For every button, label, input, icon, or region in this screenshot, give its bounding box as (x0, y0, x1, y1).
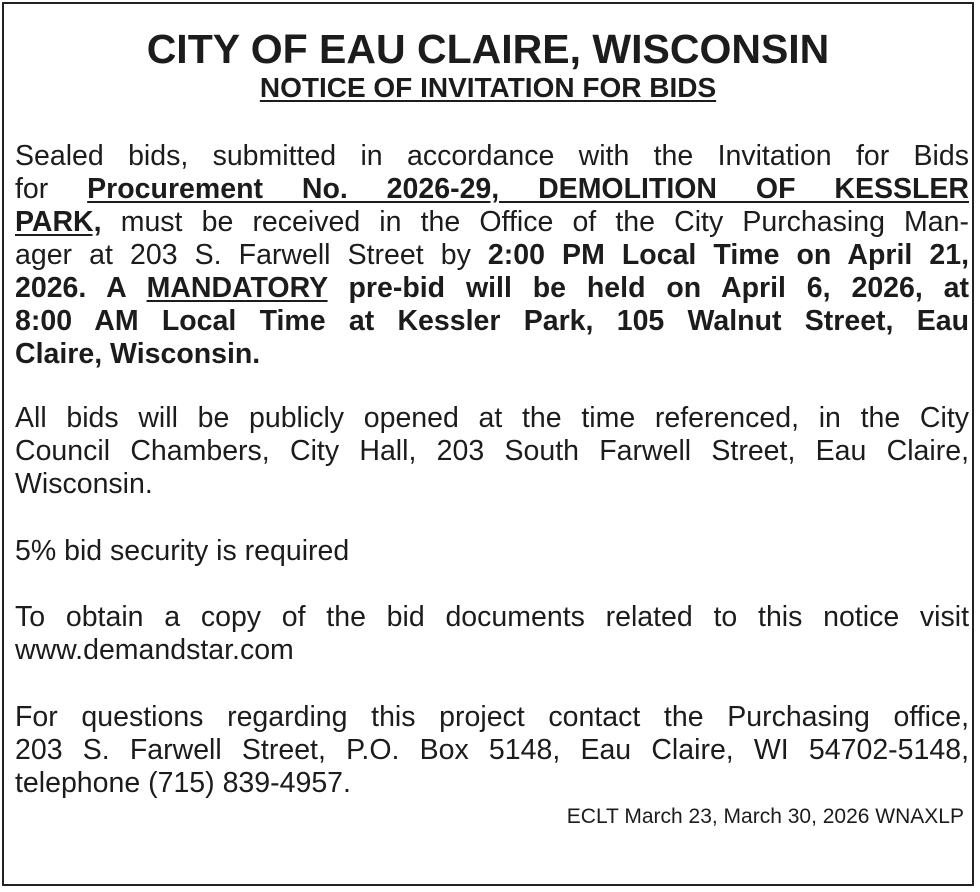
paragraph-line (15, 338, 969, 371)
deadline-text: 2:00 PM Local Time on April 21, (487, 239, 969, 271)
text: Sealed bids, submitted in accordance with the Invitation for Bids (15, 140, 969, 172)
paragraph-line (15, 140, 969, 173)
contact-paragraph (15, 701, 969, 800)
paragraph-line: All bids will be publicly opened at the time referenced, in the City (15, 402, 969, 434)
bid-details-paragraph (15, 140, 969, 371)
paragraph-line: Council Chambers, City Hall, 203 South Farwell Street, Eau Claire, (15, 435, 969, 467)
paragraph-line: For questions regarding this project contact the Purchasing office, (15, 701, 969, 733)
text: pre-bid will be held on April 6, 2026, at (327, 272, 970, 304)
website-link: www.demandstar.com (15, 634, 294, 666)
text: 2026. A (15, 272, 147, 304)
legal-notice (2, 2, 974, 886)
notice-title: CITY OF EAU CLAIRE, WISCONSIN (146, 26, 830, 72)
paragraph-line: 203 S. Farwell Street, P.O. Box 5148, Eau Claire, WI 54702-5148, (15, 734, 969, 766)
paragraph-line (15, 173, 969, 206)
text: must be received in the Office of the City Purchasing Man- (101, 206, 969, 238)
paragraph-line (15, 239, 969, 272)
paragraph-line: To obtain a copy of the bid documents related to this notice visit (15, 601, 969, 633)
mandatory-label: MANDATORY (146, 272, 328, 304)
paragraph-line (15, 272, 969, 305)
paragraph-line: Wisconsin. (15, 468, 153, 500)
text: 8:00 AM Local Time at Kessler Park, 105 Walnut Street, Eau (15, 305, 969, 337)
bid-security-paragraph (15, 535, 969, 568)
paragraph-line: 5% bid security is required (15, 535, 350, 567)
project-name-end: PARK, (15, 206, 102, 238)
paragraph-line: telephone (715) 839-4957. (15, 767, 351, 799)
text: ager at 203 S. Farwell Street by (15, 239, 488, 271)
procurement-number: Procurement No. 2026-29, DEMOLITION OF KESSLER (87, 173, 969, 205)
paragraph-line (15, 206, 969, 239)
publication-footer: ECLT March 23, March 30, 2026 WNAXLP (566, 805, 964, 828)
text: Claire, Wisconsin. (15, 338, 261, 370)
paragraph-line (15, 305, 969, 338)
notice-subtitle: NOTICE OF INVITATION FOR BIDS (259, 72, 717, 103)
bid-documents-paragraph (15, 601, 969, 667)
bid-opening-paragraph (15, 402, 969, 501)
text: for (15, 173, 88, 205)
